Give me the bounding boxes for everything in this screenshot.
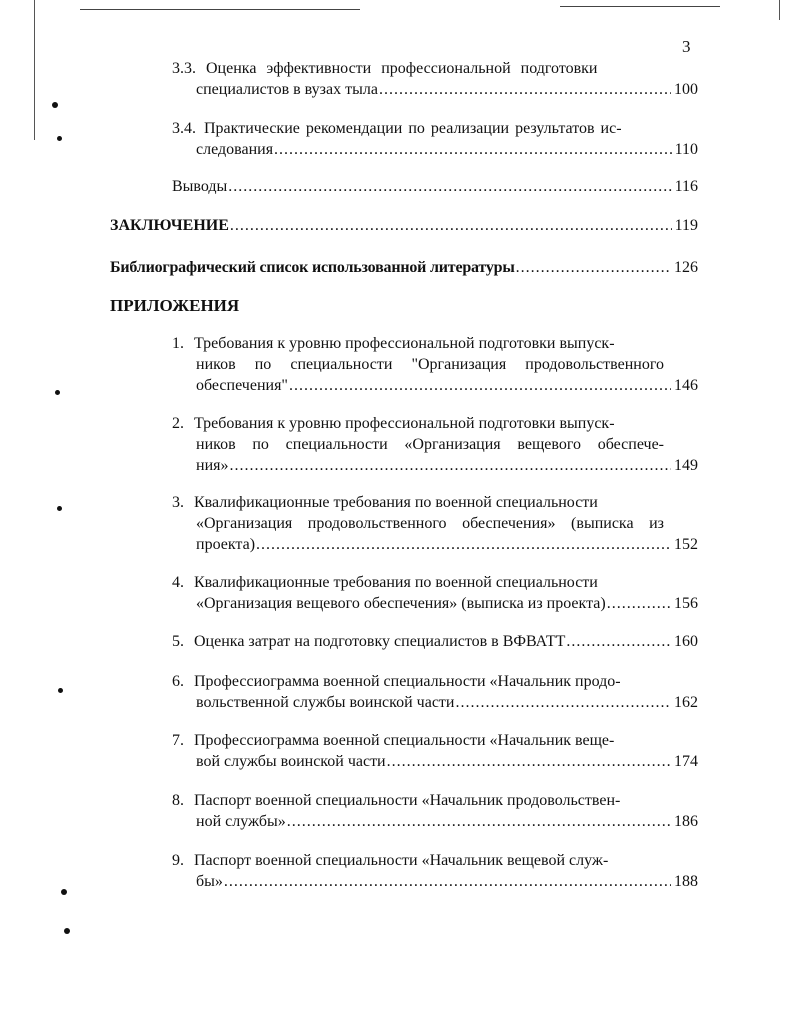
dot-leader bbox=[256, 534, 671, 555]
appendix-title-last: вой службы воинской части bbox=[196, 753, 386, 770]
section-title-line2: специалистов в вузах тыла bbox=[196, 81, 378, 98]
dot-leader bbox=[224, 871, 671, 892]
appendix-number: 7. bbox=[172, 732, 184, 749]
dot-leader bbox=[274, 139, 672, 160]
toc-entry-conclusions bbox=[172, 176, 698, 197]
appendix-title-last: бы» bbox=[196, 873, 223, 890]
scan-right-edge bbox=[779, 0, 780, 20]
appendix-title-line: Паспорт военной специальности «Начальник вещевой служ- bbox=[194, 852, 609, 869]
appendix-page: 156 bbox=[674, 595, 698, 612]
appendix-number: 5. bbox=[172, 633, 184, 650]
appendix-page: 160 bbox=[674, 633, 698, 650]
scan-speck bbox=[64, 928, 70, 934]
appendix-title-last: Оценка затрат на подготовку специалистов в ВФВАТТ bbox=[194, 633, 566, 650]
appendix-page: 146 bbox=[674, 377, 698, 394]
dot-leader bbox=[229, 455, 671, 476]
entry-label: Выводы bbox=[172, 178, 228, 195]
appendix-title-line: Квалификационные требования по военной специальности bbox=[194, 494, 598, 511]
appendix-title-line: Паспорт военной специальности «Начальник продовольствен- bbox=[194, 792, 621, 809]
section-number: 3.3. bbox=[172, 60, 196, 77]
appendix-page: 186 bbox=[674, 813, 698, 830]
scan-top-rule bbox=[80, 9, 360, 10]
toc-appendix-3 bbox=[172, 492, 698, 555]
appendix-number: 8. bbox=[172, 792, 184, 809]
scan-speck bbox=[61, 889, 67, 895]
toc-entry-3-4 bbox=[172, 118, 698, 160]
appendix-number: 9. bbox=[172, 852, 184, 869]
section-title-line1: Оценка эффективности профессиональной подготовки bbox=[206, 60, 598, 77]
appendix-title-line: Квалификационные требования по военной специальности bbox=[194, 574, 598, 591]
appendix-number: 2. bbox=[172, 415, 184, 432]
section-number: 3.4. bbox=[172, 120, 196, 137]
toc-appendix-4 bbox=[172, 572, 698, 614]
toc-entry-3-3 bbox=[172, 58, 698, 100]
dot-leader bbox=[289, 375, 671, 396]
dot-leader bbox=[516, 257, 671, 278]
entry-label: Библиографический список использованной литературы bbox=[110, 259, 515, 276]
toc-entry-bibliography bbox=[110, 257, 698, 278]
entry-page: 126 bbox=[674, 259, 698, 276]
scan-left-edge bbox=[34, 0, 35, 140]
toc-appendix-2 bbox=[172, 413, 698, 476]
scan-speck bbox=[55, 390, 60, 395]
appendix-title-line: ников по специальности «Организация вещевого обеспече- bbox=[196, 436, 664, 453]
dot-leader bbox=[566, 631, 671, 652]
dot-leader bbox=[387, 751, 671, 772]
appendix-title-last: проекта) bbox=[196, 536, 256, 553]
section-page: 100 bbox=[674, 81, 698, 98]
appendix-title-last: «Организация вещевого обеспечения» (выписка из проекта) bbox=[196, 595, 606, 612]
toc-appendix-5 bbox=[172, 631, 698, 652]
appendix-title-last: вольственной службы воинской части bbox=[196, 694, 455, 711]
toc-appendix-9 bbox=[172, 850, 698, 892]
entry-page: 119 bbox=[674, 217, 698, 234]
dot-leader bbox=[230, 215, 672, 236]
scan-speck bbox=[57, 506, 62, 511]
appendix-number: 6. bbox=[172, 673, 184, 690]
toc-appendix-7 bbox=[172, 730, 698, 772]
appendix-number: 4. bbox=[172, 574, 184, 591]
appendices-heading: ПРИЛОЖЕНИЯ bbox=[110, 296, 240, 315]
appendix-title-line: Профессиограмма военной специальности «Начальник продо- bbox=[194, 673, 621, 690]
appendix-title-line: Требования к уровню профессиональной подготовки выпуск- bbox=[194, 415, 615, 432]
section-title-line2: следования bbox=[196, 141, 274, 158]
dot-leader bbox=[287, 811, 671, 832]
scan-speck bbox=[57, 136, 62, 141]
appendix-page: 174 bbox=[674, 753, 698, 770]
dot-leader bbox=[379, 79, 671, 100]
appendix-title-line: ников по специальности "Организация продовольственного bbox=[196, 356, 664, 373]
appendix-number: 3. bbox=[172, 494, 184, 511]
scan-top-rule-right bbox=[560, 6, 720, 7]
dot-leader bbox=[455, 692, 671, 713]
toc-appendix-1 bbox=[172, 333, 698, 396]
page-number: 3 bbox=[682, 37, 691, 56]
appendix-title-last: ной службы» bbox=[196, 813, 286, 830]
appendix-title-line: Требования к уровню профессиональной подготовки выпуск- bbox=[194, 335, 615, 352]
entry-page: 116 bbox=[674, 178, 698, 195]
appendix-number: 1. bbox=[172, 335, 184, 352]
appendix-page: 152 bbox=[674, 536, 698, 553]
appendix-page: 162 bbox=[674, 694, 698, 711]
toc-appendix-8 bbox=[172, 790, 698, 832]
scan-speck bbox=[52, 102, 58, 108]
section-title-line1: Практические рекомендации по реализации результатов ис- bbox=[204, 120, 622, 137]
dot-leader bbox=[607, 593, 671, 614]
toc-appendix-6 bbox=[172, 671, 698, 713]
scan-speck bbox=[58, 688, 63, 693]
section-page: 110 bbox=[674, 141, 698, 158]
appendix-title-line: «Организация продовольственного обеспечения» (выписка из bbox=[196, 515, 664, 532]
appendix-page: 188 bbox=[674, 873, 698, 890]
appendix-title-last: ния» bbox=[196, 457, 229, 474]
appendix-page: 149 bbox=[674, 457, 698, 474]
dot-leader bbox=[228, 176, 671, 197]
entry-label: ЗАКЛЮЧЕНИЕ bbox=[110, 217, 229, 234]
toc-entry-conclusion bbox=[110, 215, 698, 236]
appendix-title-last: обеспечения" bbox=[196, 377, 288, 394]
appendix-title-line: Профессиограмма военной специальности «Начальник веще- bbox=[194, 732, 615, 749]
